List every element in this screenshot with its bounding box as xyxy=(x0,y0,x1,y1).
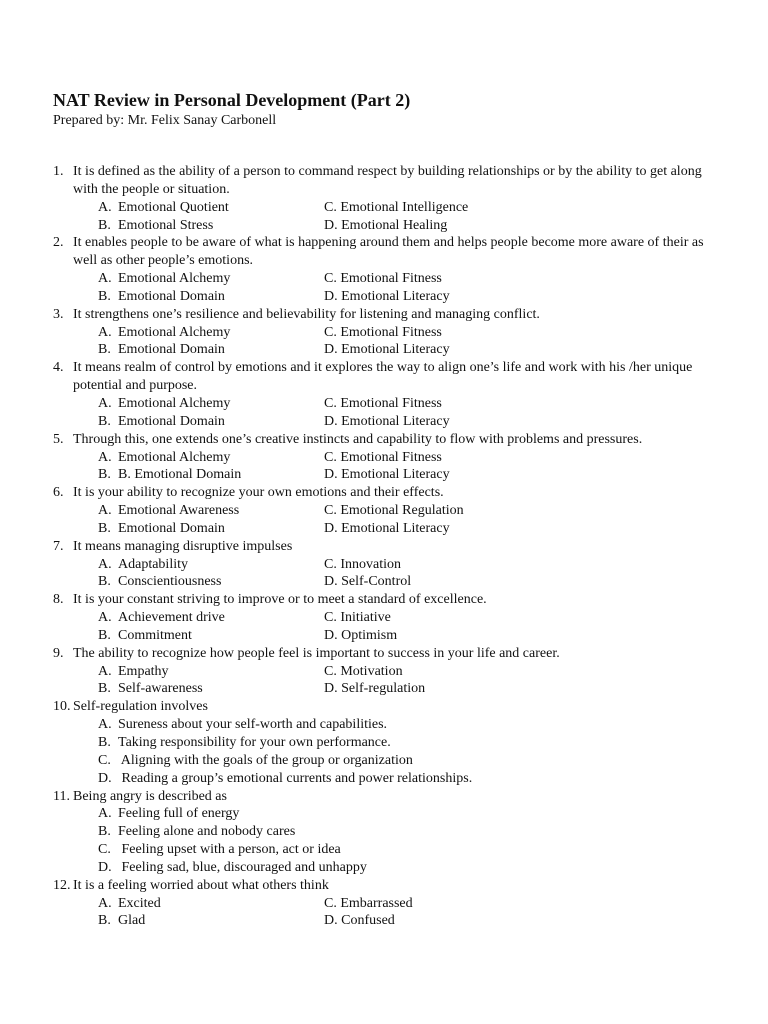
question-item xyxy=(53,788,713,877)
question-number: 1. xyxy=(53,164,64,179)
answer-option xyxy=(324,413,713,431)
option-letter: C. xyxy=(98,752,111,768)
answer-option xyxy=(98,770,713,788)
answer-option xyxy=(98,663,324,681)
question-text: Being angry is described as xyxy=(73,788,227,804)
question-number: 10. xyxy=(53,699,71,715)
question-item xyxy=(53,591,713,645)
option-text: Self-Control xyxy=(341,574,412,590)
option-letter: A. xyxy=(98,610,112,626)
option-text: Feeling full of energy xyxy=(118,806,240,822)
option-letter: D. xyxy=(324,217,338,233)
question-stem xyxy=(53,163,713,199)
option-letter: C. xyxy=(324,610,337,626)
option-text: Excited xyxy=(118,895,161,911)
option-text: Emotional Alchemy xyxy=(118,324,231,340)
answer-options xyxy=(53,395,713,431)
option-letter: A. xyxy=(98,806,112,822)
answer-option xyxy=(324,341,713,359)
option-text: Emotional Domain xyxy=(118,520,225,536)
option-letter: B. xyxy=(98,288,111,304)
question-item xyxy=(53,484,713,538)
question-stem xyxy=(53,538,713,556)
option-text: Conscientiousness xyxy=(118,574,222,590)
option-letter: B. xyxy=(98,467,111,483)
answer-option xyxy=(98,502,324,520)
question-text: Through this, one extends one’s creative instincts and capability to flow with problems and pressures. xyxy=(73,431,643,447)
answer-option xyxy=(98,270,324,288)
option-text: Sureness about your self-worth and capabilities. xyxy=(118,717,388,733)
answer-option xyxy=(324,449,713,467)
question-stem xyxy=(53,591,713,609)
question-text: It is your constant striving to improve or to meet a standard of excellence. xyxy=(73,592,487,608)
answer-option xyxy=(324,895,713,913)
question-text: It is a feeling worried about what others think xyxy=(73,877,329,893)
answer-option xyxy=(324,627,713,645)
question-number: 2. xyxy=(53,235,64,251)
question-number: 4. xyxy=(53,360,64,376)
option-text: Confused xyxy=(341,913,395,929)
option-text: Initiative xyxy=(340,610,391,626)
option-text: Aligning with the goals of the group or organization xyxy=(120,752,413,768)
answer-option xyxy=(324,912,713,930)
option-letter: B. xyxy=(98,735,111,750)
answer-options xyxy=(53,716,713,787)
answer-option xyxy=(98,324,324,342)
option-letter: B. xyxy=(98,913,111,929)
answer-option xyxy=(324,466,713,484)
answer-option xyxy=(98,912,324,930)
question-text: The ability to recognize how people feel is important to success in your life and career. xyxy=(73,645,560,661)
answer-options xyxy=(53,805,713,876)
option-letter: D. xyxy=(324,520,338,536)
question-stem xyxy=(53,877,713,895)
question-item xyxy=(53,163,713,234)
answer-option xyxy=(98,466,324,484)
question-stem xyxy=(53,234,713,270)
question-stem xyxy=(53,484,713,502)
option-text: Emotional Alchemy xyxy=(118,449,231,465)
question-item xyxy=(53,645,713,699)
answer-options xyxy=(53,449,713,485)
option-letter: C. xyxy=(324,324,337,340)
option-letter: B. xyxy=(98,681,111,697)
option-letter: D. xyxy=(324,288,338,304)
question-text: It is defined as the ability of a person to command respect by building relationships or by the ability to get along with the people or situation. xyxy=(73,164,702,197)
option-text: Emotional Literacy xyxy=(341,467,450,483)
answer-option xyxy=(98,217,324,235)
option-text: Empathy xyxy=(118,663,169,679)
answer-options xyxy=(53,663,713,699)
answer-option xyxy=(324,573,713,591)
option-text: Motivation xyxy=(340,663,403,679)
option-text: B. Emotional Domain xyxy=(118,467,242,483)
option-text: Feeling alone and nobody cares xyxy=(118,824,296,840)
document-author: Prepared by: Mr. Felix Sanay Carbonell xyxy=(53,113,277,128)
option-text: Emotional Alchemy xyxy=(118,271,231,287)
answer-options xyxy=(53,556,713,592)
question-stem xyxy=(53,645,713,663)
option-text: Emotional Stress xyxy=(118,217,214,233)
option-text: Emotional Literacy xyxy=(341,342,450,358)
question-item xyxy=(53,306,713,360)
question-stem xyxy=(53,359,713,395)
option-text: Emotional Quotient xyxy=(118,199,229,215)
question-text: Self-regulation involves xyxy=(73,699,208,715)
answer-option xyxy=(98,859,713,877)
option-letter: C. xyxy=(324,199,337,215)
answer-option xyxy=(324,680,713,698)
answer-option xyxy=(98,573,324,591)
option-letter: A. xyxy=(98,199,112,215)
question-item xyxy=(53,234,713,305)
option-letter: D. xyxy=(98,859,112,875)
answer-options xyxy=(53,609,713,645)
question-text: It means managing disruptive impulses xyxy=(73,538,293,554)
option-letter: B. xyxy=(98,413,111,429)
option-letter: A. xyxy=(98,449,112,465)
option-text: Emotional Literacy xyxy=(341,413,450,429)
answer-option xyxy=(98,895,324,913)
option-letter: B. xyxy=(98,574,111,590)
answer-option xyxy=(98,680,324,698)
answer-option xyxy=(98,627,324,645)
answer-option xyxy=(324,502,713,520)
option-letter: D. xyxy=(324,681,338,697)
option-letter: D. xyxy=(324,342,338,358)
question-text: It means realm of control by emotions and it explores the way to align one’s life and work with his /her unique potential and purpose. xyxy=(73,360,693,394)
option-letter: C. xyxy=(324,663,337,679)
option-letter: D. xyxy=(98,770,112,786)
option-text: Emotional Fitness xyxy=(340,271,442,287)
option-text: Emotional Literacy xyxy=(341,288,450,304)
question-text: It enables people to be aware of what is happening around them and helps people become more aware of their as well as other people’s emotions. xyxy=(73,235,704,269)
option-letter: B. xyxy=(98,342,111,358)
question-text: It is your ability to recognize your own emotions and their effects. xyxy=(73,485,444,501)
question-stem xyxy=(53,788,713,806)
option-letter: A. xyxy=(98,503,112,519)
answer-option xyxy=(324,663,713,681)
answer-options xyxy=(53,199,713,235)
question-number: 5. xyxy=(53,431,64,447)
option-text: Emotional Domain xyxy=(118,288,225,304)
question-number: 3. xyxy=(53,306,64,322)
document-page xyxy=(53,88,713,930)
answer-option xyxy=(98,734,713,752)
question-number: 12. xyxy=(53,877,71,893)
option-text: Embarrassed xyxy=(340,895,413,911)
option-letter: D. xyxy=(324,467,338,483)
answer-option xyxy=(98,841,713,859)
option-letter: B. xyxy=(98,824,111,840)
question-stem xyxy=(53,698,713,716)
answer-option xyxy=(98,609,324,627)
option-text: Emotional Regulation xyxy=(340,503,464,519)
option-text: Emotional Awareness xyxy=(118,503,240,519)
option-letter: A. xyxy=(98,556,112,572)
option-text: Emotional Healing xyxy=(341,217,448,233)
option-text: Glad xyxy=(118,913,146,929)
question-number: 9. xyxy=(53,645,64,661)
question-stem xyxy=(53,306,713,324)
answer-option xyxy=(324,270,713,288)
option-letter: A. xyxy=(98,271,112,287)
answer-option xyxy=(98,556,324,574)
answer-option xyxy=(324,520,713,538)
question-number: 7. xyxy=(53,538,64,554)
option-letter: D. xyxy=(324,574,338,590)
option-letter: B. xyxy=(98,627,111,643)
answer-option xyxy=(324,199,713,217)
option-text: Emotional Literacy xyxy=(341,520,450,536)
answer-option xyxy=(98,520,324,538)
answer-options xyxy=(53,270,713,306)
option-letter: C. xyxy=(324,556,337,572)
question-item xyxy=(53,431,713,485)
answer-option xyxy=(98,341,324,359)
option-text: Achievement drive xyxy=(118,610,225,626)
document-title: NAT Review in Personal Development (Part 2) xyxy=(53,90,411,110)
option-text: Adaptability xyxy=(118,556,188,572)
answer-option xyxy=(98,805,713,823)
question-item xyxy=(53,359,713,430)
option-letter: A. xyxy=(98,663,112,679)
option-text: Innovation xyxy=(340,556,401,572)
option-letter: C. xyxy=(98,842,111,858)
option-text: Emotional Intelligence xyxy=(340,199,469,215)
option-text: Optimism xyxy=(341,627,398,643)
option-letter: C. xyxy=(324,895,337,911)
option-text: Emotional Fitness xyxy=(340,324,442,340)
answer-option xyxy=(98,716,713,734)
answer-options xyxy=(53,502,713,538)
option-letter: B. xyxy=(98,520,111,536)
option-letter: C. xyxy=(324,503,337,519)
answer-option xyxy=(324,324,713,342)
option-letter: C. xyxy=(324,395,337,411)
option-text: Self-regulation xyxy=(341,681,426,697)
question-list xyxy=(53,163,713,930)
question-number: 11. xyxy=(53,788,70,804)
answer-option xyxy=(98,449,324,467)
answer-option xyxy=(98,823,713,841)
question-stem xyxy=(53,431,713,449)
option-letter: B. xyxy=(98,217,111,233)
option-letter: A. xyxy=(98,895,112,911)
option-letter: C. xyxy=(324,449,337,465)
answer-option xyxy=(324,395,713,413)
answer-options xyxy=(53,895,713,931)
question-number: 8. xyxy=(53,592,64,608)
option-letter: D. xyxy=(324,913,338,929)
option-text: Emotional Domain xyxy=(118,342,225,358)
answer-option xyxy=(324,217,713,235)
answer-option xyxy=(98,395,324,413)
option-text: Emotional Domain xyxy=(118,413,225,429)
option-letter: A. xyxy=(98,717,112,733)
answer-option xyxy=(98,752,713,770)
option-letter: C. xyxy=(324,271,337,287)
question-item xyxy=(53,877,713,931)
question-text: It strengthens one’s resilience and believability for listening and managing conflict. xyxy=(73,306,540,322)
question-item xyxy=(53,538,713,592)
option-text: Self-awareness xyxy=(118,681,203,697)
answer-option xyxy=(98,288,324,306)
option-text: Reading a group’s emotional currents and power relationships. xyxy=(121,770,473,786)
answer-option xyxy=(324,288,713,306)
question-number: 6. xyxy=(53,485,64,501)
answer-option xyxy=(98,413,324,431)
option-letter: A. xyxy=(98,395,112,411)
option-text: Commitment xyxy=(118,627,192,643)
option-text: Emotional Fitness xyxy=(340,449,442,465)
option-letter: D. xyxy=(324,627,338,643)
option-text: Feeling upset with a person, act or idea xyxy=(121,842,341,858)
option-text: Feeling sad, blue, discouraged and unhappy xyxy=(121,859,367,875)
answer-option xyxy=(324,556,713,574)
answer-option xyxy=(98,199,324,217)
answer-option xyxy=(324,609,713,627)
option-text: Taking responsibility for your own performance. xyxy=(118,735,391,750)
option-letter: A. xyxy=(98,324,112,340)
option-text: Emotional Fitness xyxy=(340,395,442,411)
option-letter: D. xyxy=(324,413,338,429)
option-text: Emotional Alchemy xyxy=(118,395,231,411)
answer-options xyxy=(53,324,713,360)
question-item xyxy=(53,698,713,787)
